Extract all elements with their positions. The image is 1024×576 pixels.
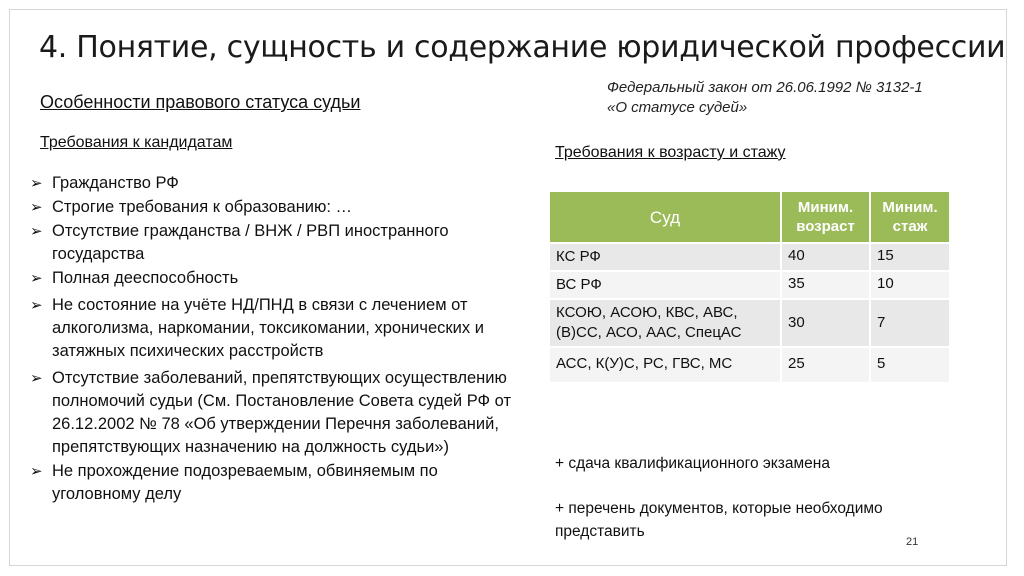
list-item-text: Не состояние на учёте НД/ПНД в связи с лечением от алкоголизма, наркомании, токсикомании, хронических и затяжных психических расстройств bbox=[52, 296, 484, 360]
table-cell-experience: 5 bbox=[870, 347, 950, 383]
table-row bbox=[549, 271, 950, 299]
subheading: Особенности правового статуса судьи bbox=[40, 92, 361, 112]
table-cell-age: 40 bbox=[781, 243, 870, 271]
list-item-text: Не прохождение подозреваемым, обвиняемым по уголовному делу bbox=[52, 462, 438, 503]
arrow-bullet-icon: ➢ bbox=[30, 175, 43, 192]
table-cell-court: АСС, К(У)С, РС, ГВС, МС bbox=[549, 347, 781, 383]
notes bbox=[555, 452, 945, 565]
list-item-text: Отсутствие гражданства / ВНЖ / РВП иностранного государства bbox=[52, 222, 449, 263]
list-item bbox=[28, 460, 523, 506]
page-number: 21 bbox=[906, 536, 919, 548]
list-item bbox=[28, 172, 523, 195]
note-exam: + сдача квалификационного экзамена bbox=[555, 455, 830, 472]
table-cell-experience: 7 bbox=[870, 299, 950, 347]
arrow-bullet-icon: ➢ bbox=[30, 270, 43, 287]
table-cell-age: 30 bbox=[781, 299, 870, 347]
table-cell-court: КСОЮ, АСОЮ, КВС, АВС, (В)СС, АСО, ААС, СпецАС bbox=[549, 299, 781, 347]
arrow-bullet-icon: ➢ bbox=[30, 370, 43, 387]
table-row bbox=[549, 299, 950, 347]
table-caption: Требования к возрасту и стажу bbox=[555, 144, 786, 161]
list-item bbox=[28, 294, 523, 363]
law-reference bbox=[607, 78, 923, 118]
table-cell-court: КС РФ bbox=[549, 243, 781, 271]
table-cell-age: 25 bbox=[781, 347, 870, 383]
arrow-bullet-icon: ➢ bbox=[30, 199, 43, 216]
requirements-heading: Требования к кандидатам bbox=[40, 134, 233, 151]
list-item bbox=[28, 367, 523, 459]
table-cell-experience: 10 bbox=[870, 271, 950, 299]
list-item bbox=[28, 196, 523, 219]
list-item bbox=[28, 220, 523, 266]
list-item-text: Гражданство РФ bbox=[52, 174, 179, 192]
note-documents: + перечень документов, которые необходимо представить bbox=[555, 500, 883, 540]
list-item-text: Полная дееспособность bbox=[52, 269, 239, 287]
column-header-court: Суд bbox=[549, 191, 781, 243]
list-item bbox=[28, 267, 523, 290]
law-line-2: «О статусе судей» bbox=[607, 99, 748, 116]
table-header-row bbox=[549, 191, 950, 243]
list-item-text: Отсутствие заболеваний, препятствующих осуществлению полномочий судьи (См. Постановление Совета судей РФ от 26.12.2002 № 78 «Об утверждении Перечня заболеваний, препятствующих назначению на должность судьи») bbox=[52, 369, 512, 456]
arrow-bullet-icon: ➢ bbox=[30, 223, 43, 240]
table-row bbox=[549, 347, 950, 383]
slide-title: 4. Понятие, сущность и содержание юридической профессии bbox=[39, 30, 1006, 65]
list-item-text: Строгие требования к образованию: … bbox=[52, 198, 353, 216]
table-row bbox=[549, 243, 950, 271]
column-header-age: Миним. возраст bbox=[781, 191, 870, 243]
age-experience-table bbox=[548, 190, 951, 384]
column-header-experience: Миним. стаж bbox=[870, 191, 950, 243]
arrow-bullet-icon: ➢ bbox=[30, 297, 43, 314]
table-cell-court: ВС РФ bbox=[549, 271, 781, 299]
requirements-list bbox=[28, 172, 523, 507]
table-cell-experience: 15 bbox=[870, 243, 950, 271]
arrow-bullet-icon: ➢ bbox=[30, 463, 43, 480]
table-cell-age: 35 bbox=[781, 271, 870, 299]
law-line-1: Федеральный закон от 26.06.1992 № 3132-1 bbox=[607, 79, 923, 96]
